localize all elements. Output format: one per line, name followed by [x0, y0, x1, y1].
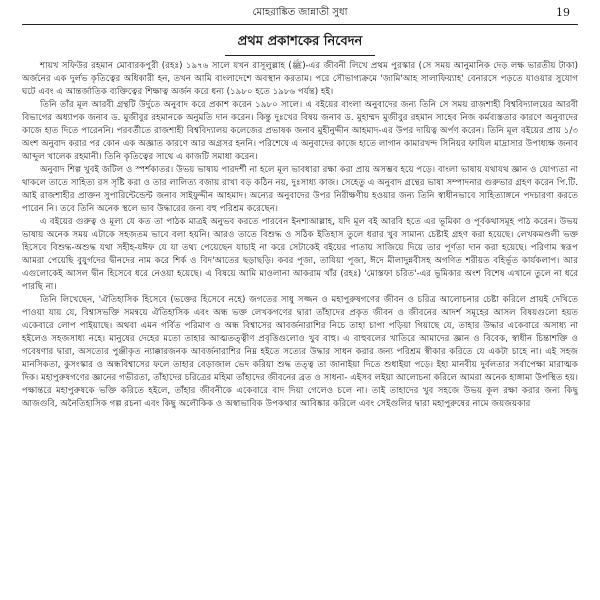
paragraph: তিনি তাঁর মূল আরবী গ্রন্থটি উর্দুতে অনুবাদ করে প্রকাশ করেন ১৯৮০ সালে। এ বইয়ের বাংলা অনুবাদের জন্য তিনি সে সময় রাজশাহী বিশ্ববিদ্যালয়ের আরবী বিভাগের অধ্যাপক জনাব ড. মুজীবুর রহমানকে অনুমতি দান করেন। কিন্তু দুঃখের বিষয় জনাব ড. মুহাম্মদ মুজীবুর রহমান সাহেব নিজ কর্মব্যস্ততার কারণে অনুবাদের কাজে হাত দিতে পারেননি। পরবর্তীতে রাজশাহী বিশ্ববিদ্যালয় কলেজের প্রভাষক জনাব মুহীনুদ্দীন আহমাদ-এর উপর দায়িত্ব অর্পণ করেন। তিনি মূল বইয়ের প্রায় ১/৩ অংশ অনুবাদ করার পর কোন এক অজ্ঞাত কারণে আর অগ্রসর হননি। পরিশেষে এ অনুবাদের কাজে হাতে লাগান কামারখন্দ সিনিয়র ফাযিল মাদ্রাসার উপাধ্যক্ষ জনাব আব্দুল খালেক রহমানী। তিনি কৃতিত্বের সাথে এ কাজটি সমাধা করেন।: [22, 100, 578, 162]
section-title: প্রথম প্রকাশকের নিবেদন: [237, 34, 363, 49]
book-title: মোহরাঙ্কিত জান্নাতী সুধা: [252, 6, 348, 18]
page-number: 19: [556, 6, 570, 19]
running-header: [22, 2, 578, 25]
title-underline: [225, 55, 375, 56]
paragraph: অনুবাদ শিল্প খুবই জটিল ও স্পর্শকাতর। উভয় ভাষায় পারদর্শী না হলে মূল ভাবধারা রক্ষা করা প্রায় অসম্ভব হয়ে পড়ে। বাংলা ভাষায় যথাযথ জ্ঞান ও যোগ্যতা না থাকলে তাতে সাহিত্য রস সৃষ্টি করা ও তার লালিত্য বজায় রাখা বড় কঠিন নয়, দুঃসাধ্য কাজ। সেহেতু এ অনুবাদ গ্রন্থের ভাষা সম্পাদনার গুরুভার গ্রহণ করেন পি.টি. আই রাজশাহীর প্রাক্তন সুপারিন্টেন্ডেন্ট জনাব সাইফুদ্দীন আহমাদ। অন্যের অনুবাদের উপর নিরীক্ষণীয় হওয়ার জন্য তিনি স্বাধীনভাবে সাহিত্যাঙ্গনে পদচারণা করতে পারেন নি। তবে তিনি অনেক স্থলে ভাব উদ্ধারের জন্য বহু পরিশ্রম করেছেন।: [22, 165, 578, 214]
paragraph: তিনি লিখেছেন, 'ঐতিহাসিক হিসেবে (ভক্তের হিসেবে নহে) জগতের সাধু সজ্জন ও মহাপুরুষগণের জীবন ও চরিত্র আলোচনার চেষ্টা করিলে প্রায়ই দেখিতে পাওয়া যায় যে, বিশ্বাসভক্তি সমন্বয়ে ঐতিহাসিক এবং অন্ধ ভক্ত লেখকগণের দ্বারা তাঁহাদের প্রকৃত জীবন ও জীবনের আদর্শ সমূহের আসল বিষয়গুলো হয়ত একেবারে লোপ পাইয়াছে। অথবা এমন গর্বিত পরিমাণ ও অন্ধ বিশ্বাসের আবর্জনারাশির নিচে তাহা চাপা পড়িয়া গিয়াছে যে, তাহার উদ্ধার একেবারে অসাধ্য না হইলেও সহজসাধ্য নহে। মানুষের দেহের মতো তাহার আত্মতত্ত্বীণ প্রবৃত্তিগুলোও খুব বাহু। এ বাহুবলের খাতিরে আমাদের জ্ঞান ও বিবেক, স্বাধীন চিন্তাশক্তি ও গবেষণার দ্বারা, অসত্যের পুঞ্জীকৃত ন্যাক্কারজনক আবর্জনারাশির নিম্ন হইতে সত্যের উদ্ধার সাধন করার জন্য পরিশ্রম স্বীকার করিতে যে একটা চাহে না। এই সহজ মানসিকতা, কুসংস্কার ও অন্ধবিশ্বাসের ফলে তাহার বেড়াজাল ভেদ করিয়া শুদ্ধ তত্ত্ব তা জানাইয়া দিতে শুধাইয়া পড়ে। ইহা মানবীয় দুর্বলতার সর্বাপেক্ষা মারাত্মক দিক। মহাপুরুষগণের জ্ঞানের গভীরতা, তাঁহাদের চরিত্রের মহিমা তাঁহাদের জীবনের ব্রত ও সাধনা- এইসব লইয়া আলোচনা করিলে আমরা অনেক হাঙ্গামা উপস্থিত হয়। পক্ষান্তরে মহাপুরুষকে ভক্তি করিতে হইলে, তাঁহার জীবনীকে একেবারে বাদ দিয়া গেলেও চলে না। তাই তাহাদের খুব সহজে উভয় কূল রক্ষা করার জন্য কিছু আজগুবি, অনৈতিহাসিক গল্প রচনা এবং কিছু অলৌকিক ও অস্বাভাবিক উপকথার আবিষ্কার করিলে এবং সেইগুলির দ্বারা মহাপুরুষের নামে জয়জয়কার: [22, 295, 578, 409]
paragraph: শায়খ সফিউর রহমান মোবারকপুরী (রহঃ) ১৯৭৬ সালে যখন রাসূলুল্লাহ (ﷺ)-এর জীবনী লিখে প্রথম পুরস্কার (সে সময় আনুমানিক দেড় লক্ষ ভারতীয় টাকা) অর্জনের এক দুর্লভ কৃতিত্বের অধিকারী হন, তখন আমি বাংলাদেশে অবস্থান করতাম। পরে সৌভাগ্যক্রমে 'জামি'আহ সালাফিয়্যাহ' বেনারসে পড়তে যাওয়ার সুযোগ ঘটে এবং এ আন্তর্জাতিক ব্যক্তিত্বের শিক্ষাত্ব অর্জন করে ধন্য (১৯৮০ হতে ১৯৮৬ পর্যন্ত) হই।: [22, 61, 578, 97]
paragraph: এ বইয়ের গুরুত্ব ও মূল্য যে কত তা পাঠক মাত্রই অনুভব করতে পারবেন ইনশাআল্লাহ, যদি মূল বই আরবি হতে এর ভূমিকা ও পূর্বকথাসমূহ পাঠ করেন। উভয় ভাষায় অনেক সময় এটাকে সহজতম ভাবে বলা হয়নি। আরও তাতে বিশুদ্ধ ও সঠিক ইতিহাস তুলে ধরার খুব সামান্য চেষ্টাই গ্রহণ করা হয়েছে। লেখকমণ্ডলী ভক্ত হিসেবে বিশুদ্ধ-অশুদ্ধ যথা সহীহ-যঈফ যে যা তথ্য পেয়েছেন যাচাই না করে সেটাকেই বইয়ের পাতায় সাজিয়ে দিয়ে তার পূর্ণতা দান করা হয়েছে। পরিণাম স্বরূপ আমরা পেয়েছি বুযুর্গদের দ্বীনদের নাম করে শির্ক ও বিদ'আতের ছড়াছড়ি। কবর পূজা, তাযিয়া পূজা, ঈদে মীলাদুন্নবীসহ অগণিত শরীয়ত বহির্ভূত কার্যকলাপ। আর এগুলোকেই আসল দ্বীন হিসেবে ধরে নেওয়া হয়েছে। এ বিষয়ে আমি মাওলানা আকরাম খাঁর (রহঃ) 'মোস্তফা চরিত'-এর ভূমিকার অংশ বিশেষ এখানে তুলে না ধরে পারছি না।: [22, 217, 578, 292]
